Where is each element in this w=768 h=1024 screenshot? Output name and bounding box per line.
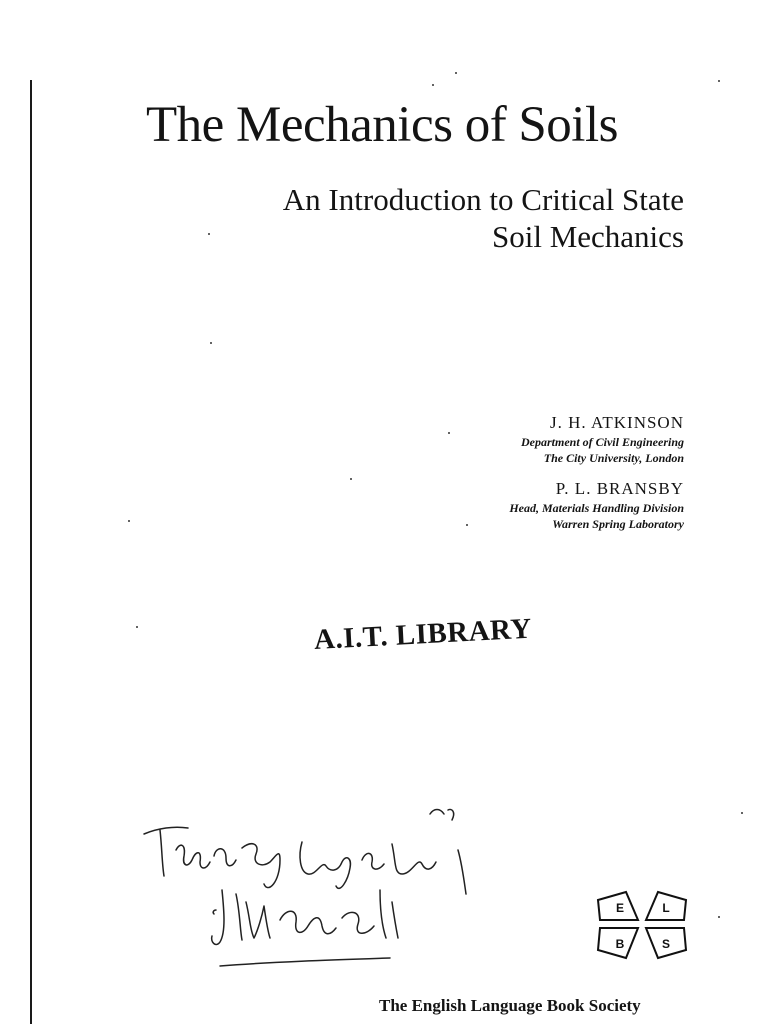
author-2-affiliation-1: Head, Materials Handling Division [509, 501, 684, 515]
page-edge-rule [30, 80, 32, 1024]
subtitle-line-2: Soil Mechanics [492, 219, 684, 254]
logo-letter-l: L [662, 901, 670, 915]
logo-letter-b: B [615, 937, 625, 951]
book-subtitle [283, 181, 684, 255]
author-1-affiliation-2: The City University, London [543, 451, 684, 465]
book-title: The Mechanics of Soils [146, 97, 618, 153]
author-1 [521, 412, 684, 466]
publisher-name: The English Language Book Society [379, 996, 641, 1015]
logo-letter-s: S [661, 937, 671, 951]
logo-letter-e: E [615, 901, 625, 915]
author-2-affiliation-2: Warren Spring Laboratory [552, 517, 684, 531]
library-stamp: A.I.T. LIBRARY [313, 612, 533, 656]
author-2 [509, 478, 684, 532]
elbs-logo [594, 890, 690, 962]
subtitle-line-1: An Introduction to Critical State [282, 182, 684, 217]
author-1-affiliation-1: Department of Civil Engineering [520, 435, 684, 449]
author-2-name: P. L. BRANSBY [555, 479, 684, 498]
author-1-name: J. H. ATKINSON [550, 413, 684, 432]
handwritten-signature [130, 790, 510, 980]
